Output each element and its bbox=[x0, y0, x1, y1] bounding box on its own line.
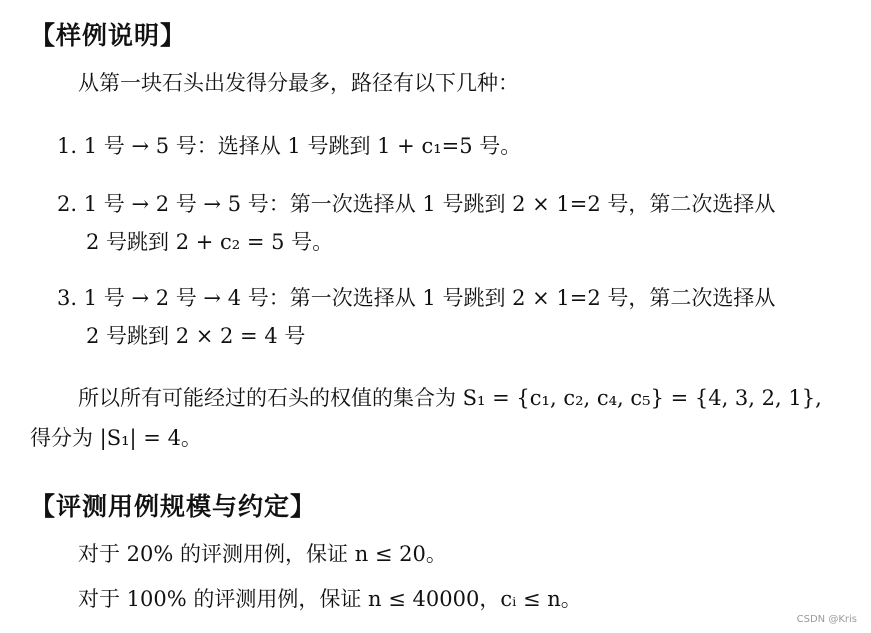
list-item-1-number: 1. bbox=[57, 134, 78, 158]
list-item-2-number: 2. bbox=[57, 192, 78, 216]
list-item-2 bbox=[57, 190, 775, 218]
list-item-3 bbox=[57, 284, 775, 312]
list-item-3-text: 1 号 → 2 号 → 4 号：第一次选择从 1 号跳到 2 × 1=2 号，第二次选择从 bbox=[83, 286, 776, 310]
intro-text: 从第一块石头出发得分最多，路径有以下几种： bbox=[78, 71, 519, 95]
list-item-2-continuation: 2 号跳到 2 + c₂ = 5 号。 bbox=[86, 230, 334, 254]
scale-line-1: 对于 20% 的评测用例，保证 n ≤ 20。 bbox=[78, 542, 447, 566]
summary-line-1: 所以所有可能经过的石头的权值的集合为 S₁ = {c₁, c₂, c₄, c₅} = {4, 3, 2, 1}, bbox=[78, 386, 822, 410]
list-item-3-continuation: 2 号跳到 2 × 2 = 4 号 bbox=[86, 324, 306, 348]
list-item-3-number: 3. bbox=[57, 286, 78, 310]
list-item-2-text: 1 号 → 2 号 → 5 号：第一次选择从 1 号跳到 2 × 1=2 号，第二次选择从 bbox=[83, 192, 776, 216]
scale-line-2: 对于 100% 的评测用例，保证 n ≤ 40000，cᵢ ≤ n。 bbox=[78, 587, 582, 611]
evaluation-scale-heading: 【评测用例规模与约定】 bbox=[30, 492, 317, 521]
sample-explanation-heading: 【样例说明】 bbox=[30, 21, 187, 50]
list-item-1 bbox=[57, 132, 521, 160]
watermark: CSDN @Kris bbox=[796, 614, 857, 625]
list-item-1-text: 1 号 → 5 号：选择从 1 号跳到 1 + c₁=5 号。 bbox=[83, 134, 522, 158]
summary-line-2: 得分为 |S₁| = 4。 bbox=[30, 426, 202, 450]
